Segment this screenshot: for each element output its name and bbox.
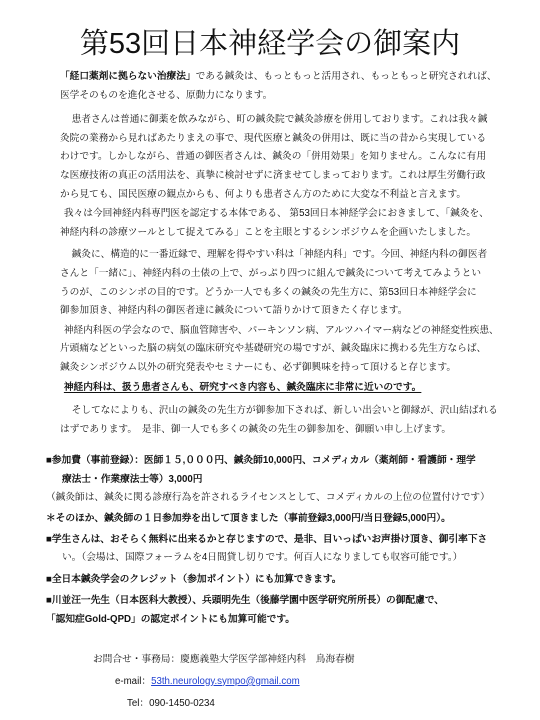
paragraph-line: 御参加頂き、神経内科の御医者達に鍼灸について語りかけて頂きたく存じます。 [60,305,408,317]
paragraph-line: 片頭痛などといった脳の病気の臨床研究や基礎研究の場ですが、鍼灸臨床に携わる先生方ならば、 [60,343,487,355]
paragraph-line: うのが、このシンポの目的です。どうか一人でも多くの鍼灸の先生方に、第53回日本神経学会に [60,286,477,298]
email-link[interactable]: 53th.neurology.sympo@gmail.com [151,675,300,687]
paragraph-line: 患者さんは普通に御薬を飲みながら、町の鍼灸院で鍼灸診療を併用しております。これは我々鍼 [71,114,488,126]
emphasis-text: 神経内科は、扱う患者さんも、研究すべき内容も、鍼灸臨床に非常に近いのです。 [63,381,422,393]
paragraph-conference-scope [60,322,508,378]
paragraph-line: はずであります。 是非、御一人でも多くの鍼灸の先生の御参加を、御願い申し上げます。 [60,423,452,435]
intro-line-1 [60,68,508,87]
intro-lead-bold: 「経口薬剤に拠らない治療法」 [60,71,196,82]
contact-block [0,651,540,714]
paragraph-purpose [60,246,508,320]
fee-note: （鍼灸師は、鍼灸に関る診療行為を許されるライセンスとして、コメディカルの上位の位置付けです） [46,492,490,504]
paragraph-line: な医療技術の真正の活用法を、真摯に検討せずに済ませてしまっております。これは厚生労働行政 [60,169,486,181]
paragraph-line: 灸院の業務から見ればあたりまえの事で、現代医療と鍼灸の併用は、既に当の昔から実現している [60,132,487,144]
paragraph-line: さんと「一緒に」、神経内科の土俵の上で、がっぷり四つに組んで鍼灸について考えてみようとい [60,267,482,279]
students-line: ■学生さんは、おそらく無料に出来るかと存じますので、是非、目いっぱいお声掛け頂き、御引率下さ [46,533,488,545]
points-line: ■川並汪一先生（日本医科大教授）、兵頭明先生（後藤学園中医学研究所所長）の御配慮で、 [46,595,444,607]
paragraph-line: わけです。しかしながら、普通の御医者さんは、鍼灸の「併用効果」を知りません。こんなに有用 [60,151,487,163]
paragraph-line: から見ても、国民医療の観点からも、何よりも患者さん方のために大変な不利益と言えます。 [60,188,467,200]
fee-line-continued: 療法士・作業療法士等）3,000円 [62,473,203,485]
contact-email-row [0,673,540,692]
registration-info [46,452,512,629]
paragraph-symposium [60,205,508,242]
intro-paragraph [60,68,508,105]
paragraph-line: 鍼灸シンポジウム以外の研究発表やセミナーにも、必ず御興味を持って頂けると存じます。 [60,361,457,373]
contact-tel: Tel：090-1450-0234 [127,697,215,709]
intro-lead-rest: である鍼灸は、もっともっと活用され、もっともっと研究されれば、 [195,71,497,82]
paragraph-line: 我々は今回神経内科専門医を認定する本体である、 第53回日本神経学会におきまして、「鍼灸を、 [63,208,489,220]
emphasis-line [60,379,508,398]
paragraph-line: 神経内科医の学会なので、脳血管障害や、パーキンソン病、アルツハイマー病などの神経変性疾患、 [63,324,499,336]
students-line-continued: い。（会場は、国際フォーラムを4日間貸し切りです。何百人になりましても収容可能です。） [62,552,463,564]
paragraph-line: 鍼灸に、構造的に一番近縁で、理解を得やすい科は「神経内科」です。今回、神経内科の御医者 [71,249,488,261]
paragraph-line: 神経内科の診療ツールとして捉えてみる」ことを主眼とするシンポジウムを企画いたしました。 [60,226,477,238]
contact-office: お問合せ・事務局：慶應義塾大学医学部神経内科 鳥海春樹 [93,653,355,665]
page-title: 第53回日本神経学会の御案内 [79,28,461,60]
points-line-continued: 「認知症Gold-QPD」の認定ポイントにも加算可能です。 [46,614,295,626]
credit-line: ■全日本鍼灸学会のクレジット（参加ポイント）にも加算できます。 [46,573,342,585]
paragraph-combined-use [60,111,508,204]
email-label: e-mail： [115,675,152,687]
paragraph-line: そしてなによりも、沢山の鍼灸の先生方が御参加下されば、新しい出会いと御縁が、沢山結ばれる [71,405,498,417]
fee-line: ■参加費（事前登録）：医師１５,０００円、鍼灸師10,000円、コメディカル（薬剤師・看護師・理学 [46,455,476,467]
day-ticket-note: ＊そのほか、鍼灸師の１日参加券を出して頂きました（事前登録3,000円/当日登録5,000円）。 [46,513,451,525]
closing-paragraph [60,402,508,439]
emphasis-paragraph [60,379,508,398]
intro-line-2: 医学そのものを進化させる、原動力になります。 [60,89,273,101]
